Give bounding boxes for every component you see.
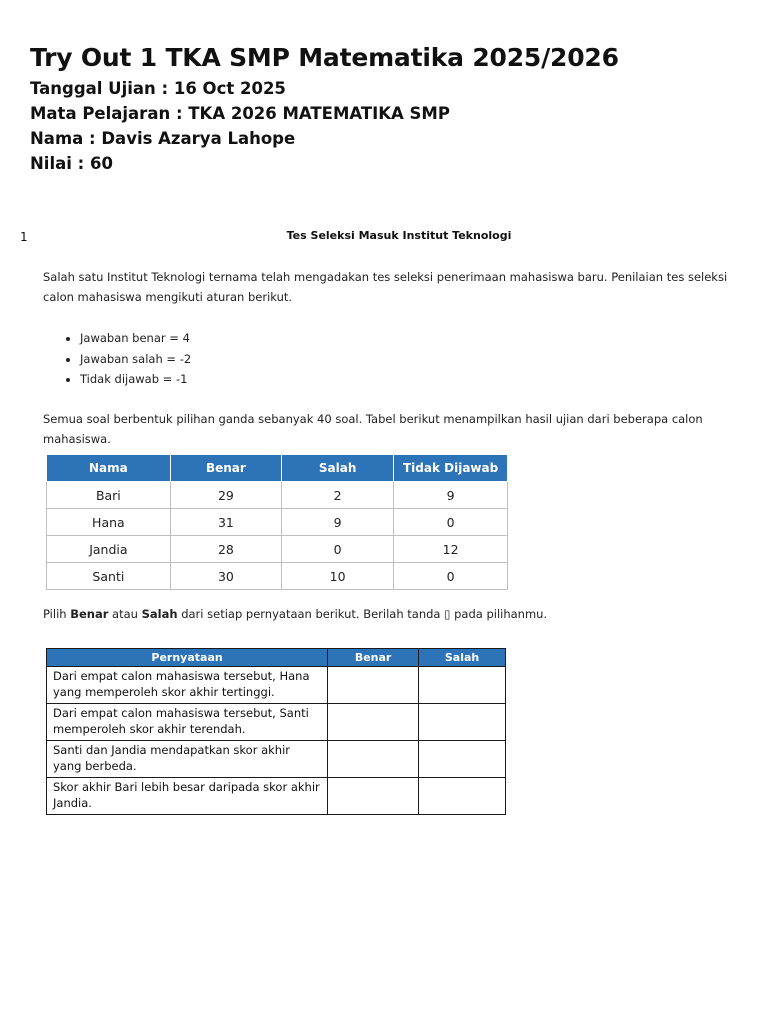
table-row	[47, 704, 506, 741]
table-row	[47, 482, 508, 509]
scoring-rules-list	[43, 328, 768, 390]
instruction-salah: Salah	[141, 607, 178, 621]
question-info: Semua soal berbentuk pilihan ganda sebanyak 40 soal. Tabel berikut menampilkan hasil ujian dari beberapa calon mahasiswa.	[43, 412, 703, 446]
page-title: Try Out 1 TKA SMP Matematika 2025/2026	[30, 43, 619, 72]
salah-answer-cell[interactable]	[419, 778, 506, 815]
table-row	[47, 536, 508, 563]
benar-answer-cell[interactable]	[328, 778, 419, 815]
table-cell: Santi	[47, 563, 171, 590]
benar-answer-cell[interactable]	[328, 667, 419, 704]
benar-answer-cell[interactable]	[328, 741, 419, 778]
statement-cell: Dari empat calon mahasiswa tersebut, Santi memperoleh skor akhir terendah.	[47, 704, 328, 741]
table-cell: Bari	[47, 482, 171, 509]
table-cell: 10	[282, 563, 394, 590]
list-item: • Tidak dijawab = -1	[80, 369, 768, 390]
instruction-text: atau	[108, 607, 142, 621]
exam-header	[30, 40, 619, 176]
column-header: Nama	[47, 455, 171, 482]
list-item: • Jawaban benar = 4	[80, 328, 768, 349]
exam-date: Tanggal Ujian : 16 Oct 2025	[30, 79, 286, 98]
table-row	[47, 563, 508, 590]
column-header: Salah	[282, 455, 394, 482]
salah-answer-cell[interactable]	[419, 741, 506, 778]
table-cell: 28	[170, 536, 281, 563]
table-row	[47, 778, 506, 815]
table-cell: 0	[282, 536, 394, 563]
student-name: Nama : Davis Azarya Lahope	[30, 129, 296, 148]
table-cell: Jandia	[47, 536, 171, 563]
table-cell: 2	[282, 482, 394, 509]
question-number: 1	[20, 230, 28, 244]
table-cell: 29	[170, 482, 281, 509]
list-item: • Jawaban salah = -2	[80, 349, 768, 370]
column-header: Pernyataan	[47, 649, 328, 667]
table-cell: 30	[170, 563, 281, 590]
table-cell: Hana	[47, 509, 171, 536]
table-row	[47, 509, 508, 536]
column-header: Benar	[170, 455, 281, 482]
table-cell: 12	[394, 536, 508, 563]
table-cell: 0	[394, 563, 508, 590]
instruction-text: dari setiap pernyataan berikut. Berilah tanda ▯ pada pilihanmu.	[177, 607, 548, 621]
results-table	[46, 454, 508, 590]
table-row	[47, 667, 506, 704]
salah-answer-cell[interactable]	[419, 667, 506, 704]
question-instruction	[43, 605, 753, 625]
table-cell: 9	[282, 509, 394, 536]
column-header: Salah	[419, 649, 506, 667]
question-intro: Salah satu Institut Teknologi ternama telah mengadakan tes seleksi penerimaan mahasiswa baru. Penilaian tes seleksi calon mahasiswa mengikuti aturan berikut.	[43, 270, 728, 304]
table-cell: 9	[394, 482, 508, 509]
statement-cell: Skor akhir Bari lebih besar daripada skor akhir Jandia.	[47, 778, 328, 815]
column-header: Tidak Dijawab	[394, 455, 508, 482]
statement-cell: Dari empat calon mahasiswa tersebut, Hana yang memperoleh skor akhir tertinggi.	[47, 667, 328, 704]
salah-answer-cell[interactable]	[419, 704, 506, 741]
question-title: Tes Seleksi Masuk Institut Teknologi	[286, 229, 512, 242]
benar-answer-cell[interactable]	[328, 704, 419, 741]
exam-subject: Mata Pelajaran : TKA 2026 MATEMATIKA SMP	[30, 104, 450, 123]
instruction-text: Pilih	[43, 607, 71, 621]
column-header: Benar	[328, 649, 419, 667]
exam-score: Nilai : 60	[30, 154, 113, 173]
table-cell: 0	[394, 509, 508, 536]
table-cell: 31	[170, 509, 281, 536]
statements-table	[46, 648, 506, 815]
table-row	[47, 741, 506, 778]
statement-cell: Santi dan Jandia mendapatkan skor akhir yang berbeda.	[47, 741, 328, 778]
instruction-benar: Benar	[70, 607, 109, 621]
